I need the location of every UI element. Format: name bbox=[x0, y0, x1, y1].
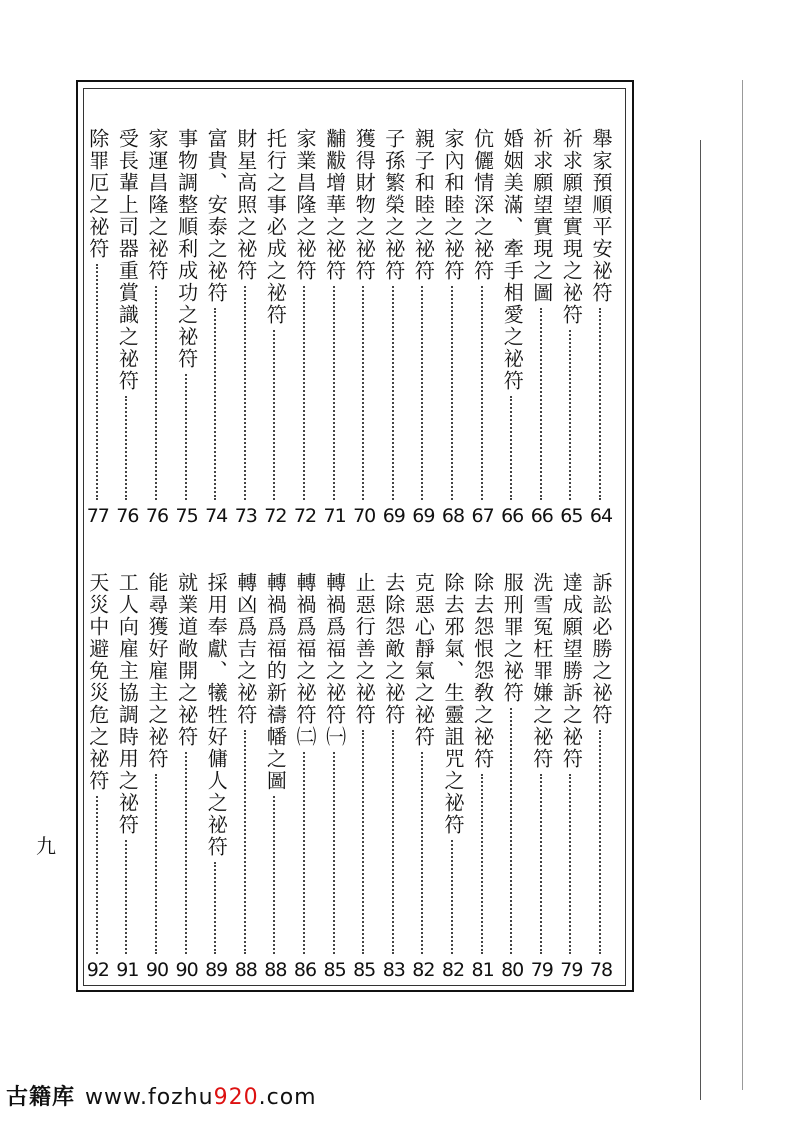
toc-entry-title: 家運昌隆之祕符 bbox=[145, 128, 169, 282]
toc-entry bbox=[144, 572, 170, 980]
toc-entry-title: 除去邪氣、生靈詛咒之祕符 bbox=[441, 572, 465, 836]
toc-entry-title: 轉禍爲福之祕符㈡ bbox=[293, 572, 317, 748]
toc-leader-dots bbox=[125, 840, 129, 954]
toc-leader-dots bbox=[244, 730, 248, 954]
toc-entry-page: 77 bbox=[86, 505, 109, 527]
toc-leader-dots bbox=[96, 796, 100, 954]
toc-leader-dots bbox=[273, 796, 277, 954]
toc-leader-dots bbox=[392, 286, 396, 500]
toc-entry-page: 64 bbox=[589, 505, 613, 527]
toc-entry-title: 採用奉獻、犧牲好傭人之祕符 bbox=[204, 572, 229, 858]
toc-entry-title: 財星高照之祕符 bbox=[233, 128, 258, 282]
toc-entry-page: 91 bbox=[116, 959, 139, 981]
toc-entry bbox=[588, 128, 614, 526]
toc-entry bbox=[588, 572, 614, 980]
toc-leader-dots bbox=[510, 708, 514, 954]
toc-entry-page: 71 bbox=[323, 505, 346, 527]
toc-entry-page: 67 bbox=[471, 505, 494, 527]
toc-entry-page: 65 bbox=[560, 505, 583, 527]
toc-entry-title: 轉禍爲福的新禱幡之圖 bbox=[263, 572, 288, 792]
page-number-folio: 九 bbox=[36, 834, 56, 858]
toc-leader-dots bbox=[303, 286, 307, 500]
toc-entry-title: 獲得財物之祕符 bbox=[352, 128, 377, 282]
toc-entry-title: 富貴、安泰之祕符 bbox=[204, 128, 229, 304]
toc-leader-dots bbox=[185, 374, 189, 500]
toc-entry-title: 天災中避免災危之祕符 bbox=[85, 572, 110, 792]
toc-entry bbox=[262, 128, 288, 526]
toc-entry-page: 90 bbox=[175, 959, 198, 981]
toc-entry-page: 85 bbox=[323, 959, 346, 981]
watermark bbox=[6, 1080, 317, 1111]
toc-entry bbox=[203, 572, 229, 980]
toc-leader-dots bbox=[96, 264, 100, 500]
toc-entry bbox=[233, 572, 259, 980]
toc-entry-page: 88 bbox=[264, 959, 287, 981]
toc-entry-title: 婚姻美滿、牽手相愛之祕符 bbox=[500, 128, 525, 392]
toc-entry-page: 68 bbox=[441, 505, 465, 527]
toc-entry bbox=[262, 572, 288, 980]
toc-entry-page: 90 bbox=[145, 959, 169, 981]
toc-entry bbox=[470, 128, 496, 526]
toc-entry-page: 92 bbox=[86, 959, 109, 981]
toc-entry-page: 81 bbox=[471, 959, 494, 981]
toc-leader-dots bbox=[244, 286, 248, 500]
toc-entry-page: 69 bbox=[382, 505, 405, 527]
toc-entry bbox=[410, 128, 436, 526]
toc-leader-dots bbox=[569, 330, 573, 500]
toc-entry-title: 達成願望勝訴之祕符 bbox=[559, 572, 584, 770]
toc-entry bbox=[322, 572, 348, 980]
toc-entry-page: 73 bbox=[234, 505, 257, 527]
toc-entry-page: 76 bbox=[145, 505, 169, 527]
page-edge-line bbox=[700, 140, 701, 1100]
toc-leader-dots bbox=[510, 396, 514, 500]
toc-leader-dots bbox=[569, 774, 573, 954]
toc-entry-title: 舉家預順平安祕符 bbox=[589, 128, 613, 304]
toc-entry-page: 86 bbox=[293, 959, 317, 981]
toc-leader-dots bbox=[451, 840, 455, 954]
toc-entry-title: 工人向雇主協調時用之祕符 bbox=[115, 572, 140, 836]
toc-entry bbox=[85, 128, 111, 526]
toc-entry-title: 親子和睦之祕符 bbox=[411, 128, 436, 282]
toc-entry bbox=[174, 128, 200, 526]
toc-leader-dots bbox=[599, 730, 603, 954]
toc-leader-dots bbox=[599, 308, 603, 500]
toc-entry-title: 子孫繁榮之祕符 bbox=[381, 128, 406, 282]
toc-entry bbox=[499, 128, 525, 526]
toc-entry bbox=[114, 572, 140, 980]
toc-entry bbox=[114, 128, 140, 526]
toc-entry bbox=[144, 128, 170, 526]
watermark-site-name: 古籍库 bbox=[6, 1085, 76, 1110]
toc-entry-page: 72 bbox=[264, 505, 287, 527]
watermark-url-prefix: www.fozhu bbox=[85, 1085, 214, 1110]
toc-leader-dots bbox=[392, 730, 396, 954]
toc-entry bbox=[85, 572, 111, 980]
toc-entry bbox=[529, 572, 555, 980]
toc-entry-page: 78 bbox=[589, 959, 613, 981]
toc-leader-dots bbox=[362, 730, 366, 954]
toc-entry-title: 事物調整順利成功之祕符 bbox=[174, 128, 199, 370]
toc-entry bbox=[381, 572, 407, 980]
toc-entry bbox=[470, 572, 496, 980]
toc-entry-title: 家內和睦之祕符 bbox=[441, 128, 465, 282]
toc-entry bbox=[203, 128, 229, 526]
toc-entry-title: 服刑罪之祕符 bbox=[500, 572, 525, 704]
toc-leader-dots bbox=[540, 774, 544, 954]
toc-entry-page: 75 bbox=[175, 505, 198, 527]
toc-entry-title: 克惡心靜氣之祕符 bbox=[411, 572, 436, 748]
toc-entry-title: 除罪厄之祕符 bbox=[85, 128, 110, 260]
toc-entry-page: 82 bbox=[441, 959, 465, 981]
toc-leader-dots bbox=[481, 774, 485, 954]
toc-entry bbox=[499, 572, 525, 980]
toc-leader-dots bbox=[273, 330, 277, 500]
toc-entry-page: 76 bbox=[116, 505, 139, 527]
toc-leader-dots bbox=[125, 396, 129, 500]
toc-leader-dots bbox=[155, 286, 159, 500]
toc-entry-page: 66 bbox=[530, 505, 553, 527]
toc-entry-title: 能尋獲好雇主之祕符 bbox=[145, 572, 169, 770]
toc-leader-dots bbox=[333, 286, 337, 500]
toc-entry bbox=[410, 572, 436, 980]
toc-entry-title: 轉凶爲吉之祕符 bbox=[233, 572, 258, 726]
toc-entry bbox=[529, 128, 555, 526]
toc-leader-dots bbox=[303, 752, 307, 954]
toc-leader-dots bbox=[155, 774, 159, 954]
toc-entry bbox=[558, 128, 584, 526]
toc-entry bbox=[292, 572, 318, 980]
toc-entry-page: 83 bbox=[382, 959, 405, 981]
toc-entry-page: 82 bbox=[412, 959, 435, 981]
toc-entry bbox=[381, 128, 407, 526]
toc-entry-page: 69 bbox=[412, 505, 435, 527]
toc-leader-dots bbox=[362, 286, 366, 500]
toc-leader-dots bbox=[481, 286, 485, 500]
toc-entry-page: 79 bbox=[560, 959, 583, 981]
toc-entry bbox=[322, 128, 348, 526]
toc-entry bbox=[174, 572, 200, 980]
toc-entry-page: 88 bbox=[234, 959, 257, 981]
toc-entry-title: 黼黻增華之祕符 bbox=[322, 128, 347, 282]
toc-leader-dots bbox=[421, 286, 425, 500]
toc-entry-title: 祈求願望實現之祕符 bbox=[559, 128, 584, 326]
toc-entry-page: 80 bbox=[501, 959, 524, 981]
toc-entry-page: 85 bbox=[353, 959, 376, 981]
toc-entry bbox=[440, 128, 466, 526]
toc-entry bbox=[292, 128, 318, 526]
toc-entry-title: 伉儷情深之祕符 bbox=[470, 128, 495, 282]
toc-entry-title: 托行之事必成之祕符 bbox=[263, 128, 288, 326]
toc-leader-dots bbox=[421, 752, 425, 954]
toc-entry bbox=[233, 128, 259, 526]
toc-entry bbox=[351, 572, 377, 980]
toc-entry bbox=[440, 572, 466, 980]
toc-entry-page: 70 bbox=[353, 505, 376, 527]
toc-entry-title: 除去怨恨怨敎之祕符 bbox=[470, 572, 495, 770]
toc-entry bbox=[558, 572, 584, 980]
toc-leader-dots bbox=[333, 752, 337, 954]
toc-leader-dots bbox=[214, 862, 218, 954]
watermark-url-number: 920 bbox=[213, 1085, 259, 1110]
toc-entry-title: 祈求願望實現之圖 bbox=[529, 128, 554, 304]
toc-entry-title: 洗雪冤枉罪嫌之祕符 bbox=[529, 572, 554, 770]
toc-entry-title: 受長輩上司器重賞識之祕符 bbox=[115, 128, 140, 392]
toc-entry-page: 72 bbox=[293, 505, 317, 527]
toc-entry-title: 轉禍爲福之祕符㈠ bbox=[322, 572, 347, 748]
page-edge-line bbox=[742, 80, 743, 1090]
toc-entry-title: 家業昌隆之祕符 bbox=[293, 128, 317, 282]
toc-entry-title: 去除怨敵之祕符 bbox=[381, 572, 406, 726]
toc-leader-dots bbox=[214, 308, 218, 500]
toc-entry-title: 訴訟必勝之祕符 bbox=[589, 572, 613, 726]
toc-entry bbox=[351, 128, 377, 526]
watermark-url-suffix: .com bbox=[258, 1085, 317, 1110]
toc-entry-page: 74 bbox=[205, 505, 228, 527]
toc-entry-page: 79 bbox=[530, 959, 553, 981]
toc-leader-dots bbox=[185, 752, 189, 954]
toc-leader-dots bbox=[540, 308, 544, 500]
toc-entry-title: 止惡行善之祕符 bbox=[352, 572, 377, 726]
toc-entry-title: 就業道敞開之祕符 bbox=[174, 572, 199, 748]
toc-entry-page: 66 bbox=[501, 505, 524, 527]
toc-entry-page: 89 bbox=[205, 959, 228, 981]
toc-leader-dots bbox=[451, 286, 455, 500]
